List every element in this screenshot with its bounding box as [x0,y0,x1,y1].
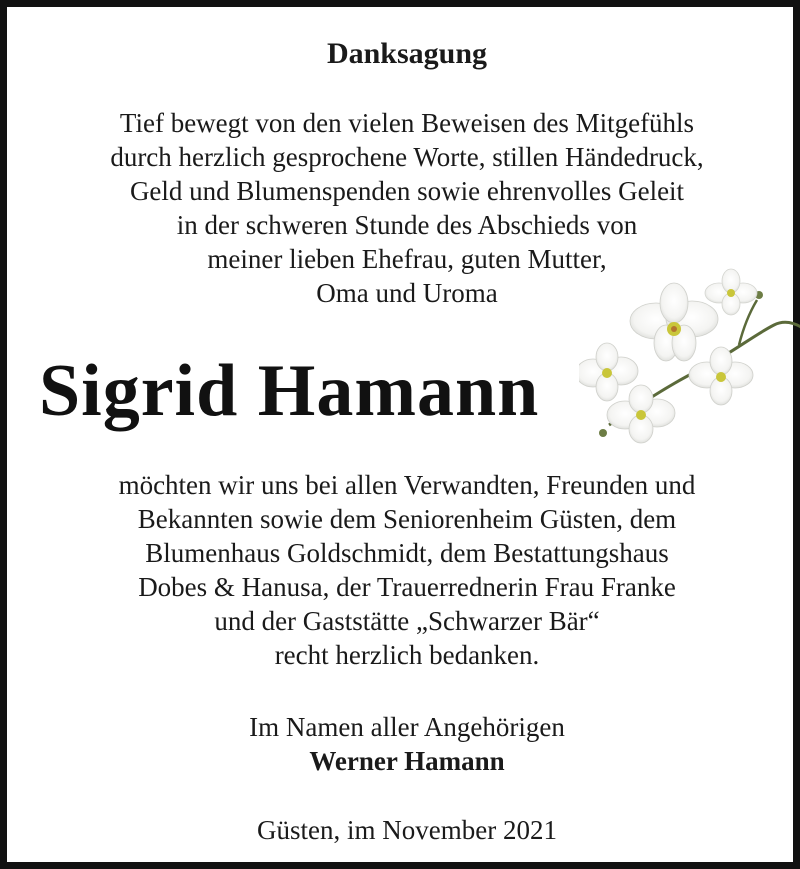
place-date: Güsten, im November 2021 [257,815,557,845]
signer-name: Werner Hamann [309,746,505,776]
intro-line: in der schweren Stunde des Abschieds von [176,210,638,240]
thanks-line: Dobes & Hanusa, der Trauerrednerin Frau Franke [138,572,676,602]
thanks-line: recht herzlich bedanken. [274,640,540,670]
intro-line: durch herzlich gesprochene Worte, stillen Händedruck, [110,142,704,172]
notice-title: Danksagung [326,37,488,70]
thanks-paragraph [7,468,800,672]
thanks-line: Blumenhaus Goldschmidt, dem Bestattungshaus [145,538,669,568]
orchid-branch-icon [579,265,800,455]
thanks-line: und der Gaststätte „Schwarzer Bär“ [214,606,600,636]
thanks-line: Bekannten sowie dem Seniorenheim Güsten, dem [137,504,677,534]
intro-line: Tief bewegt von den vielen Beweisen des Mitgefühls [119,108,695,138]
intro-line: meiner lieben Ehefrau, guten Mutter, [207,244,607,274]
intro-line: Geld und Blumenspenden sowie ehrenvolles Geleit [129,176,685,206]
intro-line: Oma und Uroma [316,278,498,308]
deceased-name: Sigrid Hamann [39,350,540,432]
thanks-line: möchten wir uns bei allen Verwandten, Freunden und [118,470,696,500]
signature-line: Im Namen aller Angehörigen [249,712,565,742]
